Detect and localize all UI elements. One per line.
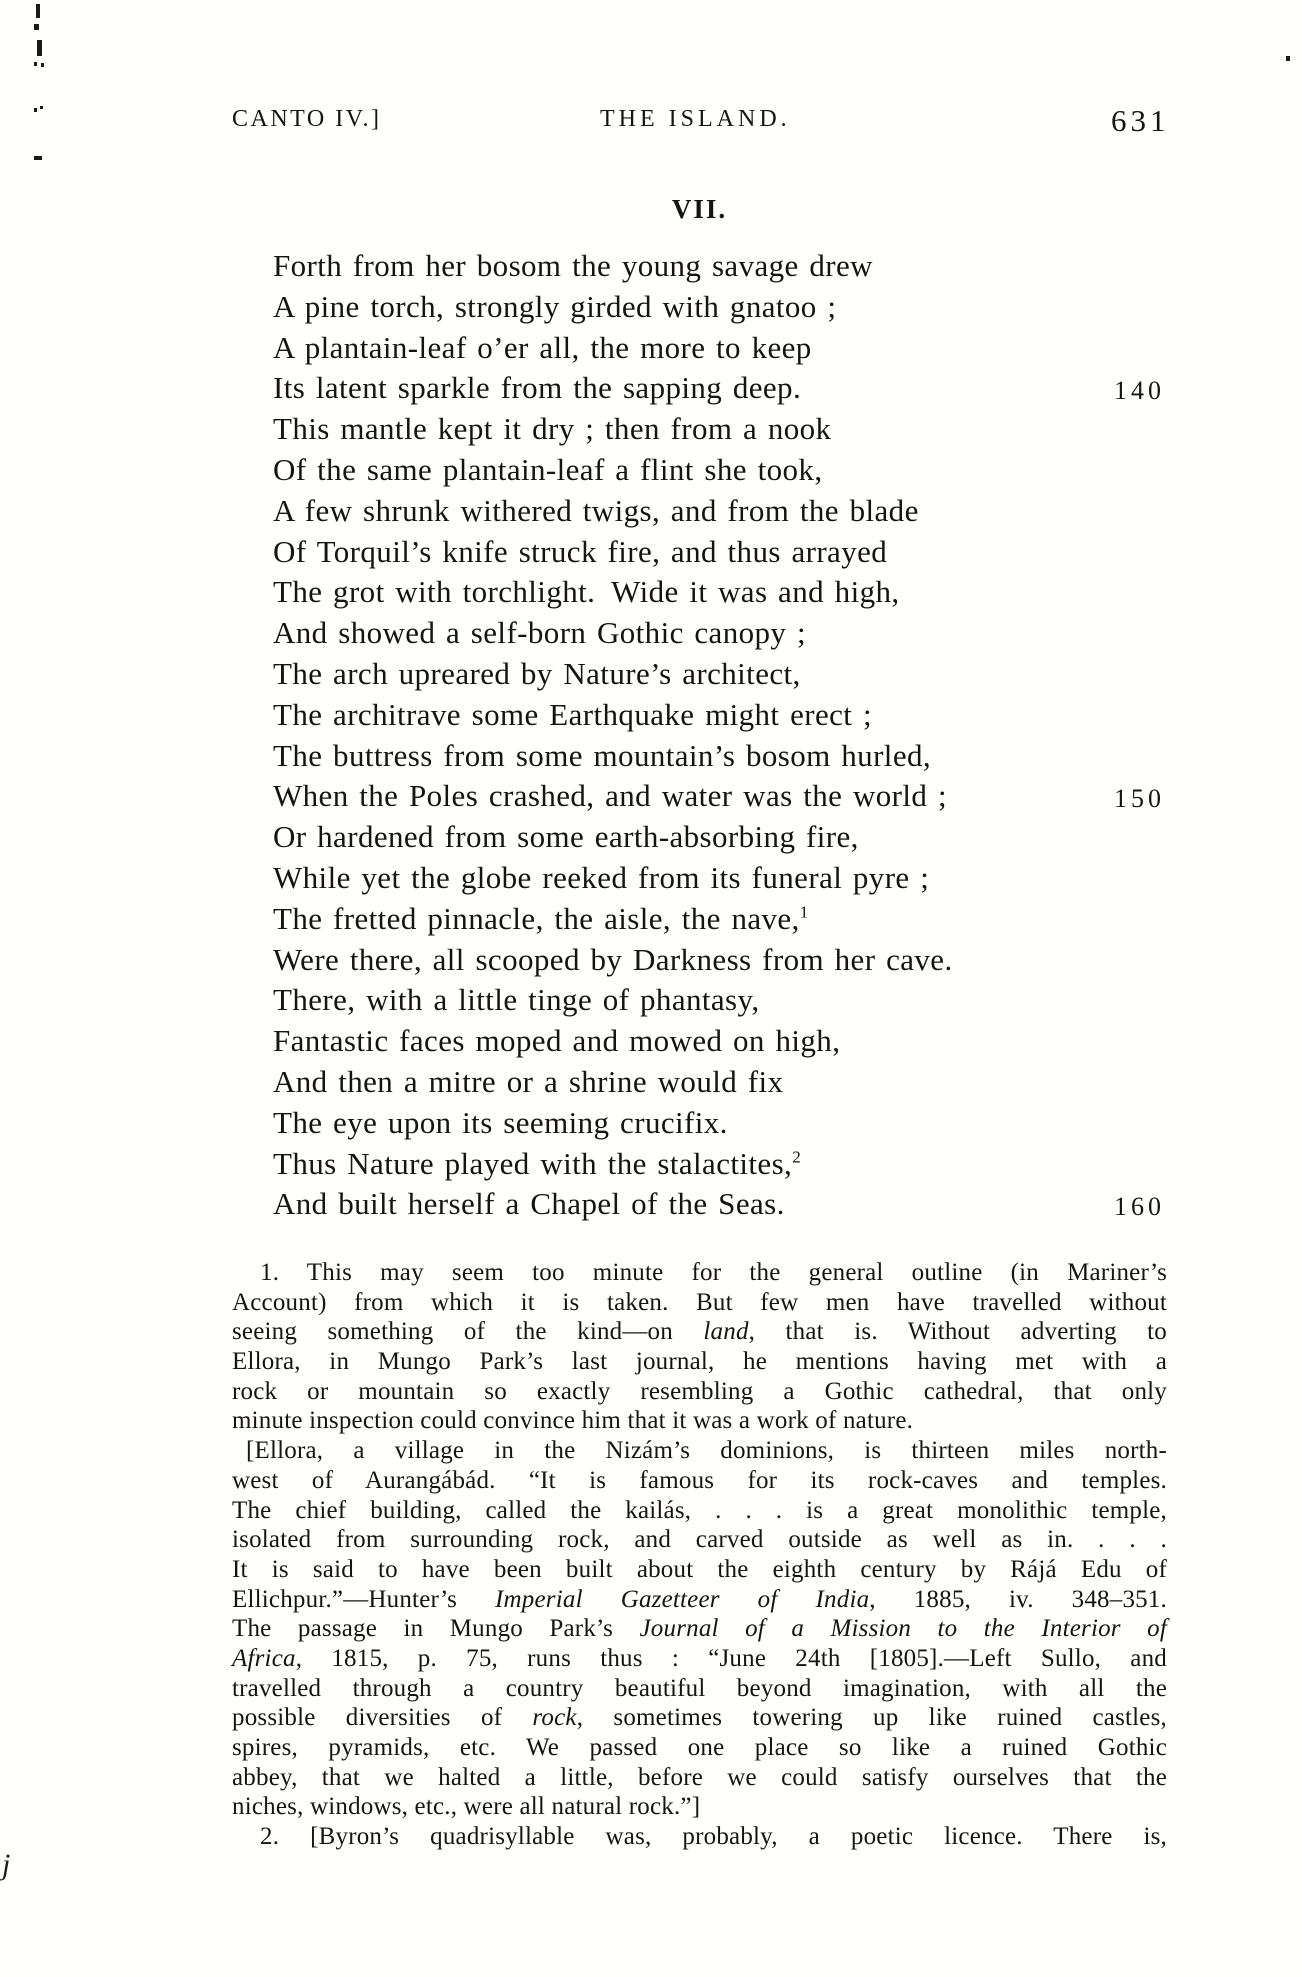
poem-line: [273, 940, 1167, 981]
footnote-text: travelled through a country beautiful beyond imagination, with all the: [232, 1674, 1167, 1702]
footnote-text: [Ellora, a village in the Nizám’s dominions, is thirteen miles north-: [246, 1437, 1167, 1465]
scan-artifact: [1286, 56, 1290, 61]
page-number: 631: [1111, 103, 1170, 138]
poem-line-text: The architrave some Earthquake might erect ;: [273, 696, 872, 732]
scan-artifact: [34, 24, 39, 30]
verse-line-number: 140: [1114, 376, 1165, 406]
poem-line: [273, 409, 1167, 450]
footnote-text: rock or mountain so exactly resembling a Gothic cathedral, that only: [232, 1377, 1167, 1405]
footnote-text: , sometimes towering up like ruined castles,: [576, 1704, 1167, 1732]
footnote-italic-text: rock: [532, 1704, 577, 1732]
running-head-canto: CANTO IV.]: [232, 106, 382, 132]
footnote-text: abbey, that we halted a little, before we could satisfy ourselves that the: [232, 1763, 1167, 1791]
poem-line-text: And showed a self-born Gothic canopy ;: [273, 615, 806, 651]
poem-line: [273, 328, 1167, 369]
footnote-text: spires, pyramids, etc. We passed one place so like a ruined Gothic: [232, 1734, 1167, 1761]
poem-line-text: Thus Nature played with the stalactites,$^2$: [273, 1145, 802, 1181]
footnote-text: 2. [Byron’s quadrisyllable was, probably, a poetic licence. There is,: [260, 1823, 1167, 1851]
poem-line-text: And built herself a Chapel of the Seas.: [273, 1186, 785, 1222]
footnote-line: [232, 1644, 1167, 1674]
poem-line-text: There, with a little tinge of phantasy,: [273, 982, 760, 1018]
poem-line: [273, 287, 1167, 328]
scan-artifact: j: [2, 1848, 11, 1881]
footnote-text: , 1815, p. 75, runs thus : “June 24th [1805].—Left Sullo, and: [295, 1644, 1167, 1672]
poem-line: [273, 1144, 1167, 1185]
poem-line-text: And then a mitre or a shrine would fix: [273, 1063, 784, 1099]
poem-line: [273, 1184, 1167, 1225]
footnote-line: [232, 1822, 1167, 1852]
poem-line-text: Of Torquil’s knife struck fire, and thus arrayed: [273, 533, 888, 569]
scan-artifact: [37, 40, 42, 56]
footnote-line: [232, 1347, 1167, 1377]
footnote-text: , 1885, iv. 348–351.: [869, 1585, 1167, 1613]
footnote-text: isolated from surrounding rock, and carved outside as well as in. . . .: [232, 1526, 1167, 1554]
poem-line-text: Fantastic faces moped and mowed on high,: [273, 1023, 841, 1059]
poem-line-text: The buttress from some mountain’s bosom hurled,: [273, 737, 932, 773]
footnote-text: 1. This may seem too minute for the general outline (in Mariner’s: [260, 1259, 1167, 1286]
footnote-line: [232, 1496, 1167, 1526]
stanza-number: VII.: [671, 194, 728, 224]
footnote-line: [232, 1377, 1167, 1407]
poem-line: [273, 776, 1167, 817]
scan-artifact: [34, 156, 42, 160]
poem-line: [273, 736, 1167, 777]
poem-line: [273, 450, 1167, 491]
running-head-title: THE ISLAND.: [600, 106, 791, 132]
footnotes: [232, 1258, 1167, 1852]
poem-line-text: Were there, all scooped by Darkness from her cave.: [273, 941, 953, 977]
poem-line-text: Of the same plantain-leaf a flint she took,: [273, 451, 823, 487]
footnote-text: The chief building, called the kailás, . . . is a great monolithic temple,: [232, 1496, 1167, 1524]
scan-artifact: [34, 108, 37, 112]
footnote-line: [232, 1525, 1167, 1555]
poem-line-text: Or hardened from some earth-absorbing fire,: [273, 819, 859, 855]
footnote-line: [232, 1703, 1167, 1733]
poem-line: [273, 246, 1167, 287]
poem-line: [273, 532, 1167, 573]
scan-artifact: [34, 62, 37, 66]
scan-artifact: [36, 4, 40, 18]
footnote-text: niches, windows, etc., were all natural rock.”]: [232, 1793, 701, 1821]
poem-line: [273, 817, 1167, 858]
footnote-line: [232, 1406, 1167, 1436]
poem-line-text: This mantle kept it dry ; then from a nook: [273, 411, 832, 447]
poem-line-text: Its latent sparkle from the sapping deep.: [273, 370, 802, 406]
poem-line-text: The fretted pinnacle, the aisle, the nave,$^1$: [273, 900, 809, 936]
poem-line: [273, 899, 1167, 940]
footnote-line: [232, 1555, 1167, 1585]
poem-line-text: While yet the globe reeked from its funeral pyre ;: [273, 859, 930, 895]
footnote-marker: 1: [799, 902, 809, 922]
verse-line-number: 160: [1114, 1192, 1165, 1222]
footnote-line: [232, 1585, 1167, 1615]
poem-line: [273, 695, 1167, 736]
poem-line: [273, 1103, 1167, 1144]
poem-line: [273, 1062, 1167, 1103]
poem-line: [273, 368, 1167, 409]
footnote-text: Ellichpur.”—Hunter’s: [232, 1585, 496, 1613]
scan-artifact: [40, 106, 43, 109]
footnote-italic-text: Imperial Gazetteer of India: [495, 1585, 870, 1613]
footnote-text: Account) from which it is taken. But few men have travelled without: [232, 1288, 1167, 1316]
poem-line: [273, 491, 1167, 532]
poem-line-text: The eye upon its seeming crucifix.: [273, 1104, 728, 1140]
verse-line-number: 150: [1114, 784, 1165, 814]
footnote-italic-text: land: [703, 1318, 749, 1346]
footnote-line: [232, 1614, 1167, 1644]
footnote-line: [232, 1792, 1167, 1822]
footnote-text: , that is. Without adverting to: [748, 1318, 1168, 1346]
footnote-line: [232, 1436, 1167, 1466]
poem-line-text: The arch upreared by Nature’s architect,: [273, 655, 801, 691]
footnote-marker: 2: [792, 1147, 802, 1167]
footnote-line: [232, 1466, 1167, 1496]
footnote-italic-text: Africa: [232, 1644, 296, 1672]
poem: [273, 246, 1167, 1225]
poem-line-text: When the Poles crashed, and water was the world ;: [273, 778, 947, 814]
poem-line-text: The grot with torchlight. Wide it was and high,: [273, 574, 900, 610]
poem-line-text: Forth from her bosom the young savage drew: [273, 248, 873, 283]
footnote-text: possible diversities of: [232, 1704, 533, 1732]
footnote-line: [232, 1258, 1167, 1288]
footnote-text: Ellora, in Mungo Park’s last journal, he mentions having met with a: [232, 1348, 1167, 1376]
poem-line-text: A plantain-leaf o’er all, the more to keep: [273, 329, 812, 365]
poem-line-text: A few shrunk withered twigs, and from the blade: [273, 492, 919, 528]
footnote-text: It is said to have been built about the eighth century by Rájá Edu of: [232, 1555, 1167, 1583]
poem-line: [273, 1021, 1167, 1062]
footnote-line: [232, 1317, 1167, 1347]
footnote-line: [232, 1763, 1167, 1793]
poem-line: [273, 980, 1167, 1021]
footnote-line: [232, 1288, 1167, 1318]
footnote-line: [232, 1674, 1167, 1704]
footnote-text: minute inspection could convince him that it was a work of nature.: [232, 1407, 914, 1435]
poem-line: [273, 858, 1167, 899]
poem-line: [273, 572, 1167, 613]
poem-line: [273, 654, 1167, 695]
footnote-text: The passage in Mungo Park’s: [232, 1615, 640, 1643]
poem-line: [273, 613, 1167, 654]
scan-artifact: [41, 63, 44, 67]
footnote-italic-text: Journal of a Mission to the Interior of: [639, 1615, 1167, 1643]
poem-line-text: A pine torch, strongly girded with gnatoo ;: [273, 288, 837, 324]
footnote-text: seeing something of the kind—on: [232, 1318, 704, 1346]
footnote-line: [232, 1733, 1167, 1763]
footnote-text: west of Aurangábád. “It is famous for its rock-caves and temples.: [232, 1466, 1167, 1494]
